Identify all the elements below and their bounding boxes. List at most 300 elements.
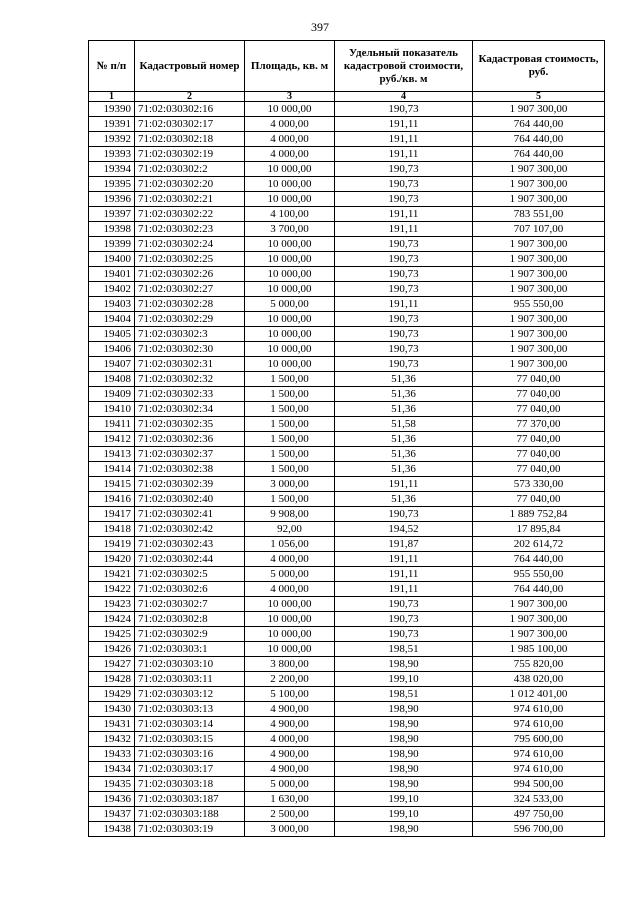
table-row: [89, 237, 605, 252]
column-number: 5: [473, 92, 605, 102]
cell-index: 19434: [89, 762, 135, 777]
cell-index: 19408: [89, 372, 135, 387]
cell-specific-value: 190,73: [335, 162, 473, 177]
header-row: [89, 41, 605, 92]
cell-cadastral-number: 71:02:030302:32: [135, 372, 245, 387]
table-row: [89, 177, 605, 192]
cell-index: 19393: [89, 147, 135, 162]
cell-area: 4 000,00: [245, 732, 335, 747]
cell-area: 1 500,00: [245, 447, 335, 462]
cell-cadastral-value: 764 440,00: [473, 132, 605, 147]
cell-specific-value: 198,90: [335, 747, 473, 762]
cell-cadastral-value: 202 614,72: [473, 537, 605, 552]
cell-specific-value: 198,90: [335, 732, 473, 747]
cell-specific-value: 190,73: [335, 627, 473, 642]
cell-cadastral-number: 71:02:030302:21: [135, 192, 245, 207]
table-row: [89, 702, 605, 717]
cell-specific-value: 51,58: [335, 417, 473, 432]
cell-specific-value: 190,73: [335, 267, 473, 282]
cell-cadastral-value: 755 820,00: [473, 657, 605, 672]
cell-area: 1 500,00: [245, 372, 335, 387]
cell-area: 10 000,00: [245, 252, 335, 267]
cell-specific-value: 190,73: [335, 177, 473, 192]
cell-cadastral-number: 71:02:030302:43: [135, 537, 245, 552]
cell-index: 19394: [89, 162, 135, 177]
cell-cadastral-value: 1 907 300,00: [473, 102, 605, 117]
cell-cadastral-number: 71:02:030303:10: [135, 657, 245, 672]
cell-area: 1 056,00: [245, 537, 335, 552]
cell-cadastral-value: 764 440,00: [473, 582, 605, 597]
cell-specific-value: 191,87: [335, 537, 473, 552]
table-row: [89, 687, 605, 702]
cell-area: 10 000,00: [245, 312, 335, 327]
cell-cadastral-value: 497 750,00: [473, 807, 605, 822]
cell-cadastral-value: 1 907 300,00: [473, 282, 605, 297]
cell-index: 19423: [89, 597, 135, 612]
table-row: [89, 477, 605, 492]
table-row: [89, 447, 605, 462]
cell-cadastral-value: 1 907 300,00: [473, 162, 605, 177]
column-number: 3: [245, 92, 335, 102]
cell-area: 10 000,00: [245, 612, 335, 627]
cell-cadastral-number: 71:02:030302:40: [135, 492, 245, 507]
cell-cadastral-number: 71:02:030302:20: [135, 177, 245, 192]
cell-specific-value: 191,11: [335, 207, 473, 222]
table-row: [89, 387, 605, 402]
cell-area: 1 500,00: [245, 402, 335, 417]
cell-index: 19428: [89, 672, 135, 687]
cell-cadastral-number: 71:02:030302:9: [135, 627, 245, 642]
cell-cadastral-number: 71:02:030302:44: [135, 552, 245, 567]
cell-cadastral-value: 974 610,00: [473, 762, 605, 777]
header-cadastral-value: Кадастровая стоимость, руб.: [473, 41, 605, 92]
cell-cadastral-number: 71:02:030302:36: [135, 432, 245, 447]
cell-index: 19429: [89, 687, 135, 702]
cell-cadastral-value: 974 610,00: [473, 717, 605, 732]
cell-index: 19418: [89, 522, 135, 537]
cell-cadastral-value: 1 907 300,00: [473, 267, 605, 282]
cell-cadastral-number: 71:02:030302:42: [135, 522, 245, 537]
table-row: [89, 312, 605, 327]
cell-cadastral-value: 1 907 300,00: [473, 612, 605, 627]
cell-index: 19427: [89, 657, 135, 672]
cell-area: 2 200,00: [245, 672, 335, 687]
cell-cadastral-value: 1 907 300,00: [473, 597, 605, 612]
table-row: [89, 162, 605, 177]
cell-index: 19413: [89, 447, 135, 462]
page-number: 397: [311, 20, 329, 34]
cell-index: 19400: [89, 252, 135, 267]
cell-specific-value: 198,90: [335, 777, 473, 792]
table-row: [89, 762, 605, 777]
cell-cadastral-value: 1 889 752,84: [473, 507, 605, 522]
cell-index: 19396: [89, 192, 135, 207]
cell-index: 19402: [89, 282, 135, 297]
cell-cadastral-number: 71:02:030302:28: [135, 297, 245, 312]
cell-index: 19436: [89, 792, 135, 807]
cell-cadastral-value: 1 907 300,00: [473, 177, 605, 192]
cell-specific-value: 51,36: [335, 462, 473, 477]
cell-cadastral-number: 71:02:030302:16: [135, 102, 245, 117]
cell-area: 3 800,00: [245, 657, 335, 672]
cell-specific-value: 190,73: [335, 507, 473, 522]
table-row: [89, 267, 605, 282]
cell-cadastral-number: 71:02:030303:11: [135, 672, 245, 687]
cell-specific-value: 51,36: [335, 492, 473, 507]
cell-cadastral-number: 71:02:030302:25: [135, 252, 245, 267]
cell-specific-value: 191,11: [335, 132, 473, 147]
cell-cadastral-number: 71:02:030303:188: [135, 807, 245, 822]
table-row: [89, 282, 605, 297]
cell-cadastral-value: 994 500,00: [473, 777, 605, 792]
cell-index: 19410: [89, 402, 135, 417]
cell-cadastral-value: 596 700,00: [473, 822, 605, 837]
table-row: [89, 492, 605, 507]
cell-area: 4 100,00: [245, 207, 335, 222]
cell-specific-value: 191,11: [335, 117, 473, 132]
cell-area: 10 000,00: [245, 357, 335, 372]
cell-specific-value: 190,73: [335, 252, 473, 267]
header-specific-value: Удельный показатель кадастровой стоимости, руб./кв. м: [335, 41, 473, 92]
table-row: [89, 597, 605, 612]
cell-specific-value: 190,73: [335, 327, 473, 342]
cell-specific-value: 51,36: [335, 432, 473, 447]
cell-specific-value: 190,73: [335, 192, 473, 207]
table-row: [89, 432, 605, 447]
cell-specific-value: 191,11: [335, 552, 473, 567]
cell-specific-value: 198,90: [335, 657, 473, 672]
cell-specific-value: 198,90: [335, 762, 473, 777]
cell-specific-value: 51,36: [335, 447, 473, 462]
table-row: [89, 462, 605, 477]
table-row: [89, 777, 605, 792]
cell-cadastral-value: 764 440,00: [473, 147, 605, 162]
cell-area: 1 500,00: [245, 492, 335, 507]
cell-index: 19415: [89, 477, 135, 492]
cell-area: 10 000,00: [245, 327, 335, 342]
cell-index: 19437: [89, 807, 135, 822]
cell-index: 19420: [89, 552, 135, 567]
cell-cadastral-value: 77 040,00: [473, 432, 605, 447]
cell-specific-value: 199,10: [335, 672, 473, 687]
cell-cadastral-number: 71:02:030302:38: [135, 462, 245, 477]
header-area: Площадь, кв. м: [245, 41, 335, 92]
cell-area: 4 900,00: [245, 747, 335, 762]
table-row: [89, 657, 605, 672]
cell-specific-value: 191,11: [335, 297, 473, 312]
cell-area: 3 700,00: [245, 222, 335, 237]
cell-index: 19419: [89, 537, 135, 552]
cell-index: 19405: [89, 327, 135, 342]
cell-index: 19417: [89, 507, 135, 522]
cell-specific-value: 190,73: [335, 342, 473, 357]
cell-area: 4 000,00: [245, 552, 335, 567]
cell-cadastral-number: 71:02:030303:1: [135, 642, 245, 657]
cell-area: 10 000,00: [245, 177, 335, 192]
cell-cadastral-number: 71:02:030302:7: [135, 597, 245, 612]
cell-cadastral-number: 71:02:030303:187: [135, 792, 245, 807]
table-row: [89, 507, 605, 522]
cell-area: 3 000,00: [245, 477, 335, 492]
cell-cadastral-number: 71:02:030302:23: [135, 222, 245, 237]
cell-specific-value: 199,10: [335, 792, 473, 807]
cell-cadastral-number: 71:02:030303:16: [135, 747, 245, 762]
cell-index: 19416: [89, 492, 135, 507]
cell-cadastral-value: 1 985 100,00: [473, 642, 605, 657]
table-row: [89, 402, 605, 417]
cell-cadastral-number: 71:02:030302:22: [135, 207, 245, 222]
cell-cadastral-number: 71:02:030302:39: [135, 477, 245, 492]
cell-index: 19397: [89, 207, 135, 222]
cell-index: 19430: [89, 702, 135, 717]
cell-specific-value: 190,73: [335, 312, 473, 327]
cell-cadastral-number: 71:02:030302:35: [135, 417, 245, 432]
cell-cadastral-number: 71:02:030302:31: [135, 357, 245, 372]
cell-specific-value: 190,73: [335, 237, 473, 252]
cell-cadastral-value: 1 907 300,00: [473, 312, 605, 327]
cell-index: 19426: [89, 642, 135, 657]
cell-cadastral-value: 955 550,00: [473, 567, 605, 582]
cell-specific-value: 190,73: [335, 102, 473, 117]
cell-area: 10 000,00: [245, 627, 335, 642]
table-row: [89, 792, 605, 807]
table-row: [89, 822, 605, 837]
cell-cadastral-number: 71:02:030303:14: [135, 717, 245, 732]
table-row: [89, 372, 605, 387]
cell-specific-value: 51,36: [335, 402, 473, 417]
cell-cadastral-value: 974 610,00: [473, 747, 605, 762]
column-number-row: [89, 92, 605, 102]
cell-specific-value: 191,11: [335, 477, 473, 492]
cell-area: 4 900,00: [245, 762, 335, 777]
cell-index: 19404: [89, 312, 135, 327]
table-row: [89, 612, 605, 627]
cell-specific-value: 190,73: [335, 597, 473, 612]
cell-area: 10 000,00: [245, 162, 335, 177]
cell-area: 1 500,00: [245, 417, 335, 432]
cell-area: 10 000,00: [245, 597, 335, 612]
header-cadastral-number: Кадастровый номер: [135, 41, 245, 92]
cell-area: 10 000,00: [245, 642, 335, 657]
cell-cadastral-value: 573 330,00: [473, 477, 605, 492]
cell-specific-value: 199,10: [335, 807, 473, 822]
cell-cadastral-value: 1 907 300,00: [473, 252, 605, 267]
table-body: [89, 102, 605, 837]
cell-index: 19433: [89, 747, 135, 762]
cell-area: 9 908,00: [245, 507, 335, 522]
table-row: [89, 357, 605, 372]
table-row: [89, 522, 605, 537]
cell-cadastral-number: 71:02:030302:29: [135, 312, 245, 327]
cell-specific-value: 191,11: [335, 567, 473, 582]
cell-cadastral-value: 1 907 300,00: [473, 357, 605, 372]
cell-index: 19398: [89, 222, 135, 237]
table-row: [89, 582, 605, 597]
cell-cadastral-value: 77 040,00: [473, 492, 605, 507]
cell-specific-value: 51,36: [335, 372, 473, 387]
cell-specific-value: 190,73: [335, 357, 473, 372]
cell-cadastral-number: 71:02:030302:19: [135, 147, 245, 162]
cell-area: 92,00: [245, 522, 335, 537]
cell-index: 19409: [89, 387, 135, 402]
cell-specific-value: 194,52: [335, 522, 473, 537]
cell-cadastral-value: 1 907 300,00: [473, 237, 605, 252]
cell-cadastral-value: 764 440,00: [473, 117, 605, 132]
table-row: [89, 297, 605, 312]
cell-index: 19422: [89, 582, 135, 597]
cell-index: 19390: [89, 102, 135, 117]
cell-specific-value: 51,36: [335, 387, 473, 402]
cell-area: 10 000,00: [245, 267, 335, 282]
cell-cadastral-value: 1 012 401,00: [473, 687, 605, 702]
cell-area: 4 900,00: [245, 702, 335, 717]
cell-cadastral-value: 1 907 300,00: [473, 627, 605, 642]
cell-cadastral-value: 795 600,00: [473, 732, 605, 747]
table-row: [89, 747, 605, 762]
table-row: [89, 207, 605, 222]
cell-area: 10 000,00: [245, 282, 335, 297]
cell-cadastral-value: 77 370,00: [473, 417, 605, 432]
cell-cadastral-value: 77 040,00: [473, 387, 605, 402]
cell-area: 4 000,00: [245, 132, 335, 147]
cell-cadastral-number: 71:02:030302:37: [135, 447, 245, 462]
cell-cadastral-number: 71:02:030302:24: [135, 237, 245, 252]
cell-index: 19421: [89, 567, 135, 582]
cell-specific-value: 191,11: [335, 582, 473, 597]
cell-cadastral-number: 71:02:030303:15: [135, 732, 245, 747]
cell-cadastral-number: 71:02:030303:18: [135, 777, 245, 792]
cell-area: 10 000,00: [245, 237, 335, 252]
cell-area: 1 500,00: [245, 462, 335, 477]
cell-cadastral-value: 77 040,00: [473, 447, 605, 462]
cell-index: 19407: [89, 357, 135, 372]
column-number: 1: [89, 92, 135, 102]
cell-index: 19432: [89, 732, 135, 747]
cell-index: 19395: [89, 177, 135, 192]
cell-index: 19435: [89, 777, 135, 792]
cell-cadastral-number: 71:02:030302:27: [135, 282, 245, 297]
cell-specific-value: 190,73: [335, 612, 473, 627]
cell-cadastral-value: 783 551,00: [473, 207, 605, 222]
cell-specific-value: 191,11: [335, 147, 473, 162]
cell-cadastral-number: 71:02:030302:6: [135, 582, 245, 597]
table-row: [89, 102, 605, 117]
cell-cadastral-value: 1 907 300,00: [473, 192, 605, 207]
cell-cadastral-number: 71:02:030302:8: [135, 612, 245, 627]
cell-cadastral-value: 438 020,00: [473, 672, 605, 687]
cell-cadastral-number: 71:02:030302:3: [135, 327, 245, 342]
table-row: [89, 567, 605, 582]
cell-cadastral-number: 71:02:030302:2: [135, 162, 245, 177]
cell-area: 1 500,00: [245, 432, 335, 447]
cell-cadastral-number: 71:02:030303:17: [135, 762, 245, 777]
table-row: [89, 132, 605, 147]
cell-cadastral-value: 707 107,00: [473, 222, 605, 237]
table-row: [89, 192, 605, 207]
cell-index: 19424: [89, 612, 135, 627]
cell-area: 1 630,00: [245, 792, 335, 807]
column-number: 2: [135, 92, 245, 102]
cell-index: 19411: [89, 417, 135, 432]
table-row: [89, 672, 605, 687]
table-row: [89, 252, 605, 267]
table-row: [89, 732, 605, 747]
cell-cadastral-value: 955 550,00: [473, 297, 605, 312]
cell-index: 19406: [89, 342, 135, 357]
cell-area: 5 000,00: [245, 297, 335, 312]
cell-area: 4 000,00: [245, 117, 335, 132]
table-row: [89, 117, 605, 132]
cell-cadastral-number: 71:02:030302:17: [135, 117, 245, 132]
cell-cadastral-number: 71:02:030302:26: [135, 267, 245, 282]
cell-area: 2 500,00: [245, 807, 335, 822]
cell-cadastral-number: 71:02:030303:12: [135, 687, 245, 702]
cell-cadastral-number: 71:02:030302:33: [135, 387, 245, 402]
cell-cadastral-number: 71:02:030302:34: [135, 402, 245, 417]
cell-cadastral-number: 71:02:030303:19: [135, 822, 245, 837]
table-row: [89, 147, 605, 162]
cell-cadastral-value: 17 895,84: [473, 522, 605, 537]
cell-specific-value: 198,90: [335, 822, 473, 837]
cell-specific-value: 191,11: [335, 222, 473, 237]
cell-specific-value: 190,73: [335, 282, 473, 297]
cell-area: 4 000,00: [245, 147, 335, 162]
cell-index: 19438: [89, 822, 135, 837]
cell-cadastral-number: 71:02:030302:5: [135, 567, 245, 582]
table-row: [89, 717, 605, 732]
cell-index: 19392: [89, 132, 135, 147]
cell-index: 19412: [89, 432, 135, 447]
cell-area: 4 900,00: [245, 717, 335, 732]
cell-index: 19399: [89, 237, 135, 252]
cell-area: 10 000,00: [245, 102, 335, 117]
cell-cadastral-value: 974 610,00: [473, 702, 605, 717]
cell-cadastral-number: 71:02:030302:41: [135, 507, 245, 522]
cell-cadastral-value: 1 907 300,00: [473, 327, 605, 342]
cell-specific-value: 198,51: [335, 687, 473, 702]
table-row: [89, 807, 605, 822]
table-row: [89, 552, 605, 567]
cell-area: 3 000,00: [245, 822, 335, 837]
table-row: [89, 342, 605, 357]
cell-area: 10 000,00: [245, 192, 335, 207]
cell-index: 19414: [89, 462, 135, 477]
cell-cadastral-value: 324 533,00: [473, 792, 605, 807]
cell-area: 1 500,00: [245, 387, 335, 402]
header-index: № п/п: [89, 41, 135, 92]
table-row: [89, 537, 605, 552]
cell-cadastral-value: 77 040,00: [473, 402, 605, 417]
cell-index: 19401: [89, 267, 135, 282]
cell-area: 10 000,00: [245, 342, 335, 357]
cell-area: 4 000,00: [245, 582, 335, 597]
cell-index: 19431: [89, 717, 135, 732]
cell-index: 19403: [89, 297, 135, 312]
cell-cadastral-number: 71:02:030303:13: [135, 702, 245, 717]
cell-specific-value: 198,51: [335, 642, 473, 657]
cell-specific-value: 198,90: [335, 702, 473, 717]
column-number: 4: [335, 92, 473, 102]
cell-cadastral-value: 1 907 300,00: [473, 342, 605, 357]
table-row: [89, 222, 605, 237]
cell-cadastral-value: 77 040,00: [473, 462, 605, 477]
cell-specific-value: 198,90: [335, 717, 473, 732]
table-row: [89, 417, 605, 432]
cadastral-table: [88, 40, 605, 837]
cell-cadastral-number: 71:02:030302:30: [135, 342, 245, 357]
cell-index: 19391: [89, 117, 135, 132]
cell-cadastral-value: 77 040,00: [473, 372, 605, 387]
